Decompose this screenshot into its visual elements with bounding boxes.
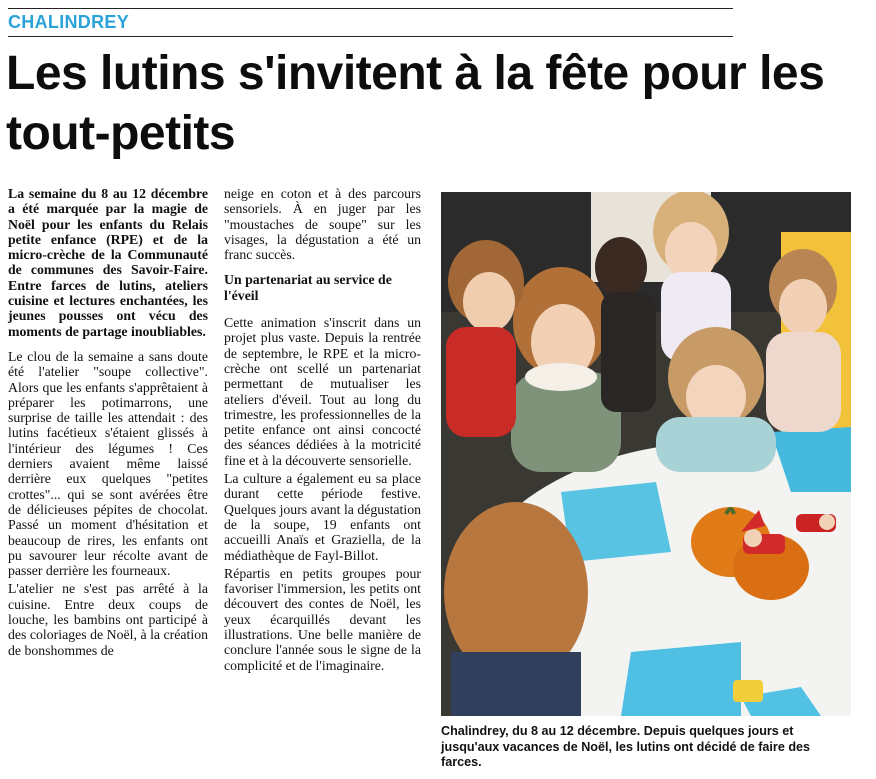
photo-caption: Chalindrey, du 8 au 12 décembre. Depuis quelques jours et jusqu'aux vacances de Noël, les lutins ont décidé de faire des farces. <box>441 724 811 769</box>
top-rule <box>8 8 733 9</box>
body-paragraph: Le clou de la semaine a sans doute été l'atelier "soupe collective". Alors que les enfants s'apprêtaient à préparer les potimarrons, une surprise de taille les attendait : des lutins facétieux s'étaient glissés à l'intérieur des légumes ! Ces derniers avaient même laissé derrière eux quelques "petites crottes"... qui se sont avérées être de délicieuses pépites de chocolat. Passé un moment d'hésitation et beaucoup de rires, les enfants ont pu savourer leur récolte avant de passer derrière les fourneaux. <box>8 348 208 579</box>
body-paragraph: Cette animation s'inscrit dans un projet plus vaste. Depuis la rentrée de septembre, le RPE et la micro-crèche ont scellé un partenariat permettant de mutualiser les ateliers d'éveil. Tout au long du trimestre, les professionnelles de la petite enfance ont ainsi concocté des séances dédiées à la motricité fine et à la découverte sensorielle. <box>224 315 421 468</box>
body-paragraph: neige en coton et à des parcours sensoriels. À en juger par les "moustaches de soupe" sur les visages, la dégustation a été un franc succès. <box>224 186 421 263</box>
section-rule <box>8 36 733 37</box>
subheading: Un partenariat au service de l'éveil <box>224 272 392 303</box>
body-paragraph: Répartis en petits groupes pour favoriser l'immersion, les petits ont découvert des contes de Noël, les yeux écarquillés devant les illustrations. Une belle manière de conclure l'année sous le signe de la complicité et de l'imaginaire. <box>224 565 421 673</box>
article-column-1 <box>8 186 208 668</box>
body-paragraph: L'atelier ne s'est pas arrêté à la cuisine. Entre deux coups de louche, les bambins ont participé à des coloriages de Noël, à la création de bonshommes de <box>8 581 208 658</box>
lede-paragraph: La semaine du 8 au 12 décembre a été marquée par la magie de Noël pour les enfants du Relais petite enfance (RPE) et de la micro-crèche de la Communauté de communes des Savoir-Faire. Entre farces de lutins, ateliers cuisine et lectures enchantées, les jeunes pousses ont vécu des moments de partage inoubliables. <box>8 186 208 339</box>
section-label: CHALINDREY <box>8 12 130 32</box>
headline: Les lutins s'invitent à la fête pour les tout-petits <box>6 47 825 160</box>
article-photo <box>441 192 851 716</box>
article-column-2 <box>224 186 421 683</box>
body-paragraph: La culture a également eu sa place durant cette période festive. Quelques jours avant la dégustation de la soupe, 19 enfants ont accueilli Anaïs et Graziella, de la médiathèque de Fayl-Billot. <box>224 471 421 563</box>
